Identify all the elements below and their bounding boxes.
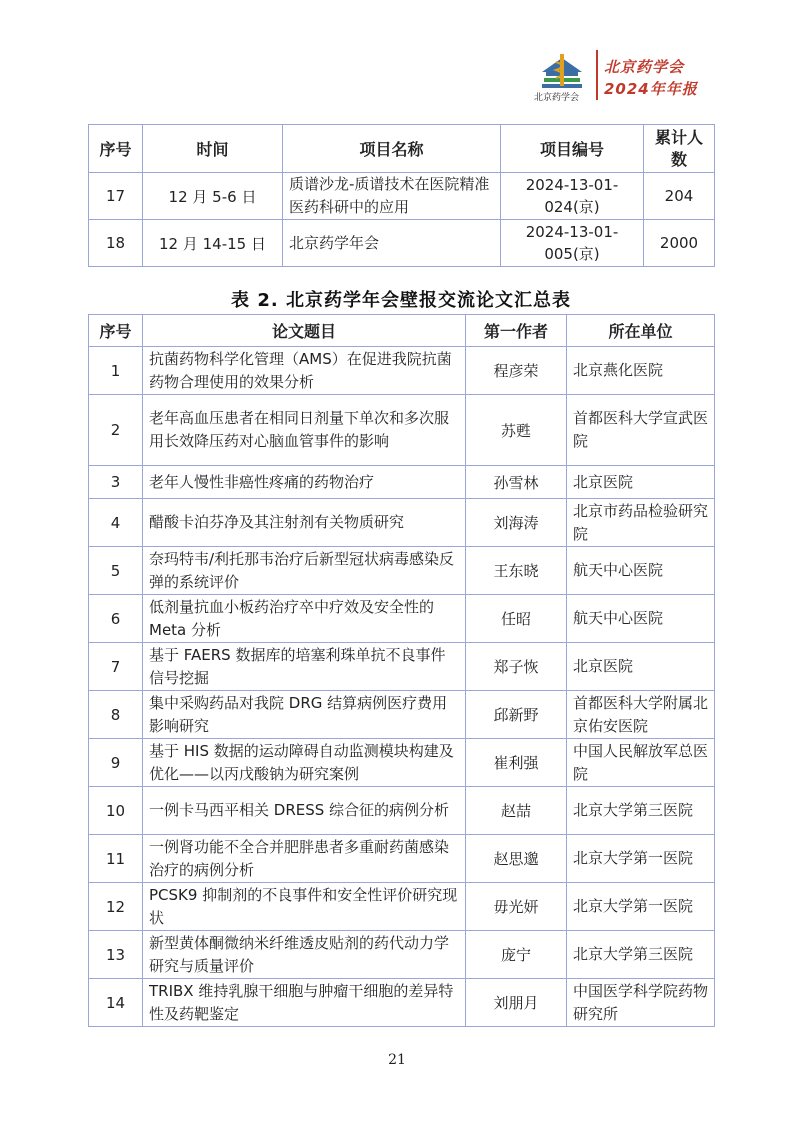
page-header	[530, 48, 730, 108]
table-header-row	[89, 125, 715, 173]
table-row	[89, 835, 715, 883]
poster-papers-table	[88, 314, 715, 1027]
cell: 4	[89, 499, 143, 547]
cell: 204	[644, 173, 715, 220]
cell: 新型黄体酮微纳米纤维透皮贴剂的药代动力学研究与质量评价	[143, 931, 466, 979]
table-row	[89, 979, 715, 1027]
col-header: 所在单位	[567, 315, 715, 347]
cell: 北京医院	[567, 466, 715, 499]
cell: 基于 HIS 数据的运动障碍自动监测模块构建及优化——以丙戊酸钠为研究案例	[143, 739, 466, 787]
table-row	[89, 347, 715, 395]
cell: 低剂量抗血小板药治疗卒中疗效及安全性的 Meta 分析	[143, 595, 466, 643]
page-number: 21	[388, 1052, 406, 1068]
cell: 10	[89, 787, 143, 835]
cell: 北京大学第一医院	[567, 883, 715, 931]
cell: 11	[89, 835, 143, 883]
cell: 程彦荣	[466, 347, 567, 395]
col-header: 第一作者	[466, 315, 567, 347]
project-table	[88, 124, 715, 267]
cell: 北京大学第三医院	[567, 787, 715, 835]
cell: 首都医科大学附属北京佑安医院	[567, 691, 715, 739]
table-row	[89, 395, 715, 466]
col-header: 论文题目	[143, 315, 466, 347]
cell: 2024-13-01-005(京)	[501, 220, 644, 267]
cell: 赵思邈	[466, 835, 567, 883]
cell: 2024-13-01-024(京)	[501, 173, 644, 220]
cell: 8	[89, 691, 143, 739]
logo-text: 北京药学会	[534, 93, 580, 103]
cell: 崔利强	[466, 739, 567, 787]
table-row	[89, 466, 715, 499]
cell: 1	[89, 347, 143, 395]
table-row	[89, 691, 715, 739]
cell: 质谱沙龙-质谱技术在医院精准医药科研中的应用	[283, 173, 501, 220]
table-row	[89, 547, 715, 595]
table-row	[89, 643, 715, 691]
cell: 12	[89, 883, 143, 931]
cell: 北京市药品检验研究院	[567, 499, 715, 547]
cell: 5	[89, 547, 143, 595]
cell: 老年高血压患者在相同日剂量下单次和多次服用长效降压药对心脑血管事件的影响	[143, 395, 466, 466]
col-header: 序号	[89, 315, 143, 347]
cell: 刘朋月	[466, 979, 567, 1027]
table-row	[89, 595, 715, 643]
table-caption: 表 2. 北京药学年会壁报交流论文汇总表	[231, 290, 571, 311]
col-header: 项目名称	[283, 125, 501, 173]
cell: 12 月 5-6 日	[143, 173, 283, 220]
col-header: 序号	[89, 125, 143, 173]
cell: 17	[89, 173, 143, 220]
header-subtitle: 2024年年报	[604, 80, 698, 98]
table-row	[89, 883, 715, 931]
cell: 中国医学科学院药物研究所	[567, 979, 715, 1027]
cell: PCSK9 抑制剂的不良事件和安全性评价研究现状	[143, 883, 466, 931]
cell: 2	[89, 395, 143, 466]
cell: 苏甦	[466, 395, 567, 466]
cell: 北京医院	[567, 643, 715, 691]
cell: 2000	[644, 220, 715, 267]
cell: 毋光妍	[466, 883, 567, 931]
cell: 一例卡马西平相关 DRESS 综合征的病例分析	[143, 787, 466, 835]
cell: 9	[89, 739, 143, 787]
cell: 庞宁	[466, 931, 567, 979]
header-title: 北京药学会	[604, 58, 685, 76]
cell: 刘海涛	[466, 499, 567, 547]
cell: 醋酸卡泊芬净及其注射剂有关物质研究	[143, 499, 466, 547]
cell: 老年人慢性非癌性疼痛的药物治疗	[143, 466, 466, 499]
col-header: 项目编号	[501, 125, 644, 173]
cell: 赵喆	[466, 787, 567, 835]
cell: 北京燕化医院	[567, 347, 715, 395]
table-row	[89, 173, 715, 220]
cell: 北京大学第三医院	[567, 931, 715, 979]
cell: 北京大学第一医院	[567, 835, 715, 883]
cell: 中国人民解放军总医院	[567, 739, 715, 787]
cell: 首都医科大学宣武医院	[567, 395, 715, 466]
table-row	[89, 220, 715, 267]
table-header-row	[89, 315, 715, 347]
table-row	[89, 787, 715, 835]
cell: 航天中心医院	[567, 595, 715, 643]
cell: 基于 FAERS 数据库的培塞利珠单抗不良事件信号挖掘	[143, 643, 466, 691]
cell: 集中采购药品对我院 DRG 结算病例医疗费用影响研究	[143, 691, 466, 739]
table-row	[89, 931, 715, 979]
cell: 北京药学年会	[283, 220, 501, 267]
cell: 12 月 14-15 日	[143, 220, 283, 267]
cell: 7	[89, 643, 143, 691]
cell: 6	[89, 595, 143, 643]
cell: 13	[89, 931, 143, 979]
table-row	[89, 739, 715, 787]
col-header: 时间	[143, 125, 283, 173]
society-logo-icon	[538, 52, 586, 94]
col-header: 累计人数	[644, 125, 715, 173]
cell: 孙雪林	[466, 466, 567, 499]
cell: TRIBX 维持乳腺干细胞与肿瘤干细胞的差异特性及药靶鉴定	[143, 979, 466, 1027]
cell: 14	[89, 979, 143, 1027]
header-divider	[596, 50, 598, 100]
cell: 一例肾功能不全合并肥胖患者多重耐药菌感染治疗的病例分析	[143, 835, 466, 883]
cell: 邱新野	[466, 691, 567, 739]
cell: 航天中心医院	[567, 547, 715, 595]
cell: 18	[89, 220, 143, 267]
cell: 抗菌药物科学化管理（AMS）在促进我院抗菌药物合理使用的效果分析	[143, 347, 466, 395]
cell: 王东晓	[466, 547, 567, 595]
table-row	[89, 499, 715, 547]
cell: 奈玛特韦/利托那韦治疗后新型冠状病毒感染反弹的系统评价	[143, 547, 466, 595]
cell: 郑子恢	[466, 643, 567, 691]
cell: 任昭	[466, 595, 567, 643]
cell: 3	[89, 466, 143, 499]
